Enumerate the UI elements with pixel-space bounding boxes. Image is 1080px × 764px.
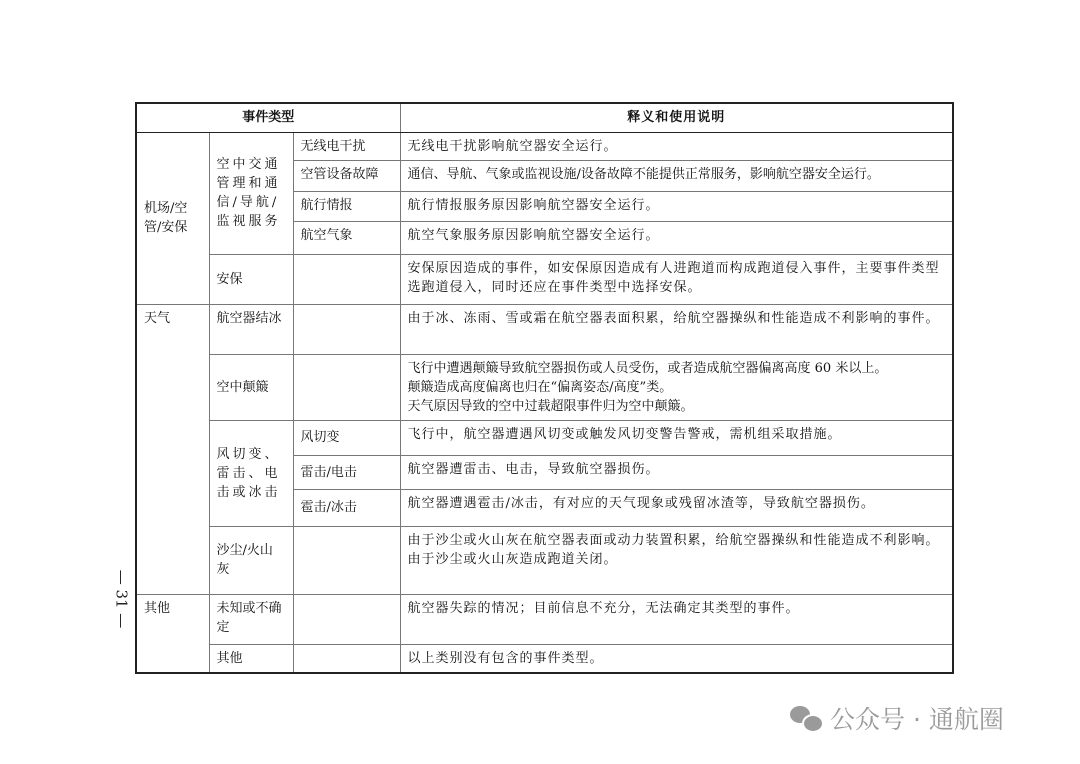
description: 通信、导航、气象或监视设施/设备故障不能提供正常服务，影响航空器安全运行。 [400, 160, 953, 191]
table-row [136, 644, 953, 673]
group-dust: 沙尘/火山灰 [209, 526, 293, 594]
description [400, 526, 953, 594]
description: 飞行中，航空器遭遇风切变或触发风切变警告警戒，需机组采取措施。 [400, 420, 953, 455]
group-icing: 航空器结冰 [209, 304, 293, 354]
wechat-icon [790, 704, 824, 732]
event-type-table [135, 102, 954, 674]
description-line: 天气原因导致的空中过载超限事件归为空中颠簸。 [407, 398, 694, 414]
table-header-row [136, 103, 953, 132]
table-row [136, 594, 953, 644]
group-unknown: 未知或不确定 [209, 594, 293, 644]
empty-cell [293, 354, 400, 420]
description-line: 由于沙尘或火山灰在航空器表面或动力装置积累，给航空器操纵和性能造成不利影响。 [407, 532, 940, 548]
group-turbulence: 空中颠簸 [209, 354, 293, 420]
description: 安保原因造成的事件，如安保原因造成有人进跑道而构成跑道侵入事件，主要事件类型选跑道侵入，同时还应在事件类型中选择安保。 [400, 254, 953, 304]
table-row [136, 254, 953, 304]
table-row [136, 526, 953, 594]
sub-type: 航行情报 [293, 191, 400, 221]
sub-type: 风切变 [293, 420, 400, 455]
group-security: 安保 [209, 254, 293, 304]
group-windshear: 风切变、雷击、电击或冰击 [209, 420, 293, 526]
description: 由于冰、冻雨、雪或霜在航空器表面积累，给航空器操纵和性能造成不利影响的事件。 [400, 304, 953, 354]
table-row [136, 132, 953, 160]
group-airport: 机场/空管/安保 [136, 132, 209, 304]
description: 航空气象服务原因影响航空器安全运行。 [400, 221, 953, 254]
empty-cell [293, 644, 400, 673]
description-line: 飞行中遭遇颠簸导致航空器损伤或人员受伤，或者造成航空器偏离高度 60 米以上。 [407, 360, 888, 376]
group-weather: 天气 [136, 304, 209, 594]
table-row [136, 304, 953, 354]
group-other: 其他 [136, 594, 209, 673]
table-row [136, 354, 953, 420]
table-row [136, 420, 953, 455]
description-line: 颠簸造成高度偏离也归在“偏离姿态/高度”类。 [407, 379, 673, 395]
header-event-type: 事件类型 [136, 103, 400, 132]
watermark [790, 700, 1004, 736]
sub-type: 无线电干扰 [293, 132, 400, 160]
page-number: — 31 — [112, 569, 131, 629]
description-line: 由于沙尘或火山灰造成跑道关闭。 [407, 551, 618, 567]
description: 航空器失踪的情况；目前信息不充分，无法确定其类型的事件。 [400, 594, 953, 644]
empty-cell [293, 526, 400, 594]
description: 以上类别没有包含的事件类型。 [400, 644, 953, 673]
empty-cell [293, 254, 400, 304]
group-other-sub: 其他 [209, 644, 293, 673]
watermark-text: 公众号 · 通航圈 [830, 705, 1004, 734]
empty-cell [293, 594, 400, 644]
header-description: 释义和使用说明 [400, 103, 953, 132]
description: 航行情报服务原因影响航空器安全运行。 [400, 191, 953, 221]
description: 无线电干扰影响航空器安全运行。 [400, 132, 953, 160]
sub-type: 雹击/冰击 [293, 489, 400, 526]
sub-type: 空管设备故障 [293, 160, 400, 191]
description: 航空器遭雷击、电击，导致航空器损伤。 [400, 455, 953, 489]
sub-type: 雷击/电击 [293, 455, 400, 489]
group-atc: 空中交通管理和通信/导航/监视服务 [209, 132, 293, 254]
empty-cell [293, 304, 400, 354]
description [400, 354, 953, 420]
sub-type: 航空气象 [293, 221, 400, 254]
description: 航空器遭遇雹击/冰击，有对应的天气现象或残留冰渣等，导致航空器损伤。 [400, 489, 953, 526]
